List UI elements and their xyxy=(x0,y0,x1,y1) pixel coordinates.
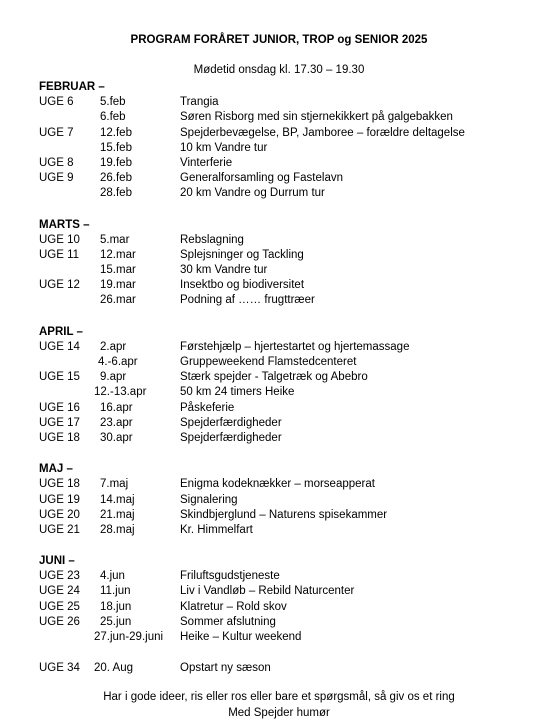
activity: Friluftsgudstjeneste xyxy=(180,570,280,583)
week-number: UGE 34 xyxy=(39,662,80,675)
event-date: 30.apr xyxy=(100,431,133,444)
month-heading: APRIL – xyxy=(39,325,83,338)
week-number: UGE 10 xyxy=(39,233,80,246)
event-date: 9.apr xyxy=(100,371,127,384)
activity: Spejderbevægelse, BP, Jamboree – forældre deltagelse xyxy=(180,126,465,139)
schedule-row xyxy=(39,278,539,293)
event-date: 25.jun xyxy=(100,615,132,628)
week-number: UGE 16 xyxy=(39,401,80,414)
schedule-row xyxy=(39,401,539,416)
activity: Kr. Himmelfart xyxy=(180,523,253,536)
event-date: 27.jun-29.juni xyxy=(94,631,164,643)
event-date: 6.feb xyxy=(100,111,126,124)
event-date: 12.mar xyxy=(100,248,136,261)
month-section xyxy=(39,554,539,645)
activity: Påskeferie xyxy=(180,401,235,414)
event-date: 2.apr xyxy=(100,340,127,353)
week-number: UGE 11 xyxy=(39,248,80,261)
activity: Førstehjælp – hjertestartet og hjertemassage xyxy=(180,340,410,353)
schedule-row xyxy=(39,110,539,125)
event-date: 21.maj xyxy=(100,508,135,521)
month-heading: MAJ – xyxy=(39,463,73,476)
activity: Spejderfærdigheder xyxy=(180,416,282,429)
week-number: UGE 14 xyxy=(39,340,80,353)
schedule-row xyxy=(39,370,539,385)
activity: Klatretur – Rold skov xyxy=(180,600,287,613)
event-date: 12.feb xyxy=(100,126,132,139)
week-number: UGE 6 xyxy=(39,96,74,109)
event-date: 28.feb xyxy=(100,187,132,200)
schedule-row xyxy=(39,355,539,370)
event-date: 19.mar xyxy=(100,279,136,292)
activity: Stærk spejder - Talgetræk og Abebro xyxy=(180,371,368,384)
activity: 20 km Vandre og Durrum tur xyxy=(180,187,325,200)
schedule-row xyxy=(39,584,539,599)
activity: Generalforsamling og Fastelavn xyxy=(180,172,343,185)
week-number: UGE 24 xyxy=(39,585,80,598)
event-date: 12.-13.apr xyxy=(94,386,147,399)
month-heading: JUNI – xyxy=(39,555,75,568)
schedule-row xyxy=(39,233,539,248)
week-number: UGE 26 xyxy=(39,615,80,628)
schedule-row xyxy=(39,340,539,355)
month-section xyxy=(39,218,539,309)
schedule-row xyxy=(39,493,539,508)
event-date: 15.feb xyxy=(100,141,132,154)
event-date: 23.apr xyxy=(100,416,133,429)
schedule-row xyxy=(39,477,539,492)
schedule-row xyxy=(39,95,539,110)
week-number: UGE 9 xyxy=(39,172,74,185)
event-date: 28.maj xyxy=(100,523,135,536)
schedule-row xyxy=(39,600,539,615)
activity: Opstart ny sæson xyxy=(180,662,271,675)
month-section xyxy=(39,661,539,676)
activity: 50 km 24 timers Heike xyxy=(180,386,295,399)
event-date: 15.mar xyxy=(100,264,136,277)
week-number: UGE 17 xyxy=(39,416,80,429)
schedule-row xyxy=(39,569,539,584)
month-section xyxy=(39,80,539,202)
event-date: 11.jun xyxy=(100,585,131,598)
week-number: UGE 18 xyxy=(39,478,80,491)
schedule-row xyxy=(39,630,539,645)
month-heading: MARTS – xyxy=(39,218,90,231)
schedule-row xyxy=(39,385,539,400)
week-number: UGE 21 xyxy=(39,523,80,536)
schedule-row xyxy=(39,508,539,523)
activity: Enigma kodeknækker – morseapperat xyxy=(180,478,375,491)
event-date: 7.maj xyxy=(100,478,129,491)
event-date: 16.apr xyxy=(100,401,133,414)
week-number: UGE 12 xyxy=(39,279,80,292)
month-section xyxy=(39,325,539,447)
schedule-row xyxy=(39,126,539,141)
event-date: 4.jun xyxy=(100,570,125,583)
activity: Podning af …… frugttræer xyxy=(180,294,315,307)
activity: Skindbjerglund – Naturens spisekammer xyxy=(180,508,388,521)
event-date: 18.jun xyxy=(100,600,132,613)
schedule-row xyxy=(39,156,539,171)
schedule-row xyxy=(39,141,539,156)
week-number: UGE 23 xyxy=(39,570,80,583)
event-date: 26.feb xyxy=(100,172,132,185)
week-number: UGE 15 xyxy=(39,371,80,384)
event-date: 26.mar xyxy=(100,294,136,307)
activity: Liv i Vandløb – Rebild Naturcenter xyxy=(180,585,355,598)
meeting-time: Mødetid onsdag kl. 17.30 – 19.30 xyxy=(193,64,365,76)
activity: Rebslagning xyxy=(180,233,244,246)
schedule-row xyxy=(39,416,539,431)
activity: Vinterferie xyxy=(180,156,233,169)
activity: Trangia xyxy=(180,96,219,109)
event-date: 5.mar xyxy=(100,233,130,246)
activity: 30 km Vandre tur xyxy=(180,264,268,277)
schedule-row xyxy=(39,615,539,630)
activity: Søren Risborg med sin stjernekikkert på galgebakken xyxy=(180,111,453,124)
event-date: 4.-6.apr xyxy=(98,356,138,368)
footer-text: Har i gode ideer, ris eller ros eller bare et spørgsmål, så giv os et ring xyxy=(103,691,455,703)
schedule-row xyxy=(39,523,539,538)
activity: Gruppeweekend Flamstedcenteret xyxy=(180,356,357,368)
schedule-row xyxy=(39,661,539,676)
activity: Insektbo og biodiversitet xyxy=(180,279,305,292)
schedule-row xyxy=(39,248,539,263)
schedule-row xyxy=(39,171,539,186)
event-date: 19.feb xyxy=(100,156,132,169)
footer-signoff: Med Spejder humør xyxy=(228,707,330,719)
activity: Heike – Kultur weekend xyxy=(180,631,302,643)
schedule xyxy=(39,80,539,692)
activity: Spejderfærdigheder xyxy=(180,431,282,444)
month-section xyxy=(39,462,539,538)
schedule-row xyxy=(39,431,539,446)
week-number: UGE 25 xyxy=(39,600,80,613)
activity: Sommer afslutning xyxy=(180,615,276,628)
page-title: PROGRAM FORÅRET JUNIOR, TROP og SENIOR 2025 xyxy=(130,34,428,46)
event-date: 14.maj xyxy=(100,493,135,506)
week-number: UGE 20 xyxy=(39,508,80,521)
event-date: 20. Aug xyxy=(94,662,134,675)
week-number: UGE 8 xyxy=(39,156,74,169)
event-date: 5.feb xyxy=(100,96,126,109)
schedule-row xyxy=(39,293,539,308)
activity: Splejsninger og Tackling xyxy=(180,248,304,261)
week-number: UGE 19 xyxy=(39,493,80,506)
week-number: UGE 18 xyxy=(39,431,80,444)
week-number: UGE 7 xyxy=(39,126,74,139)
month-heading: FEBRUAR – xyxy=(39,81,105,93)
activity: 10 km Vandre tur xyxy=(180,141,268,154)
schedule-row xyxy=(39,263,539,278)
schedule-row xyxy=(39,186,539,201)
activity: Signalering xyxy=(180,493,238,506)
